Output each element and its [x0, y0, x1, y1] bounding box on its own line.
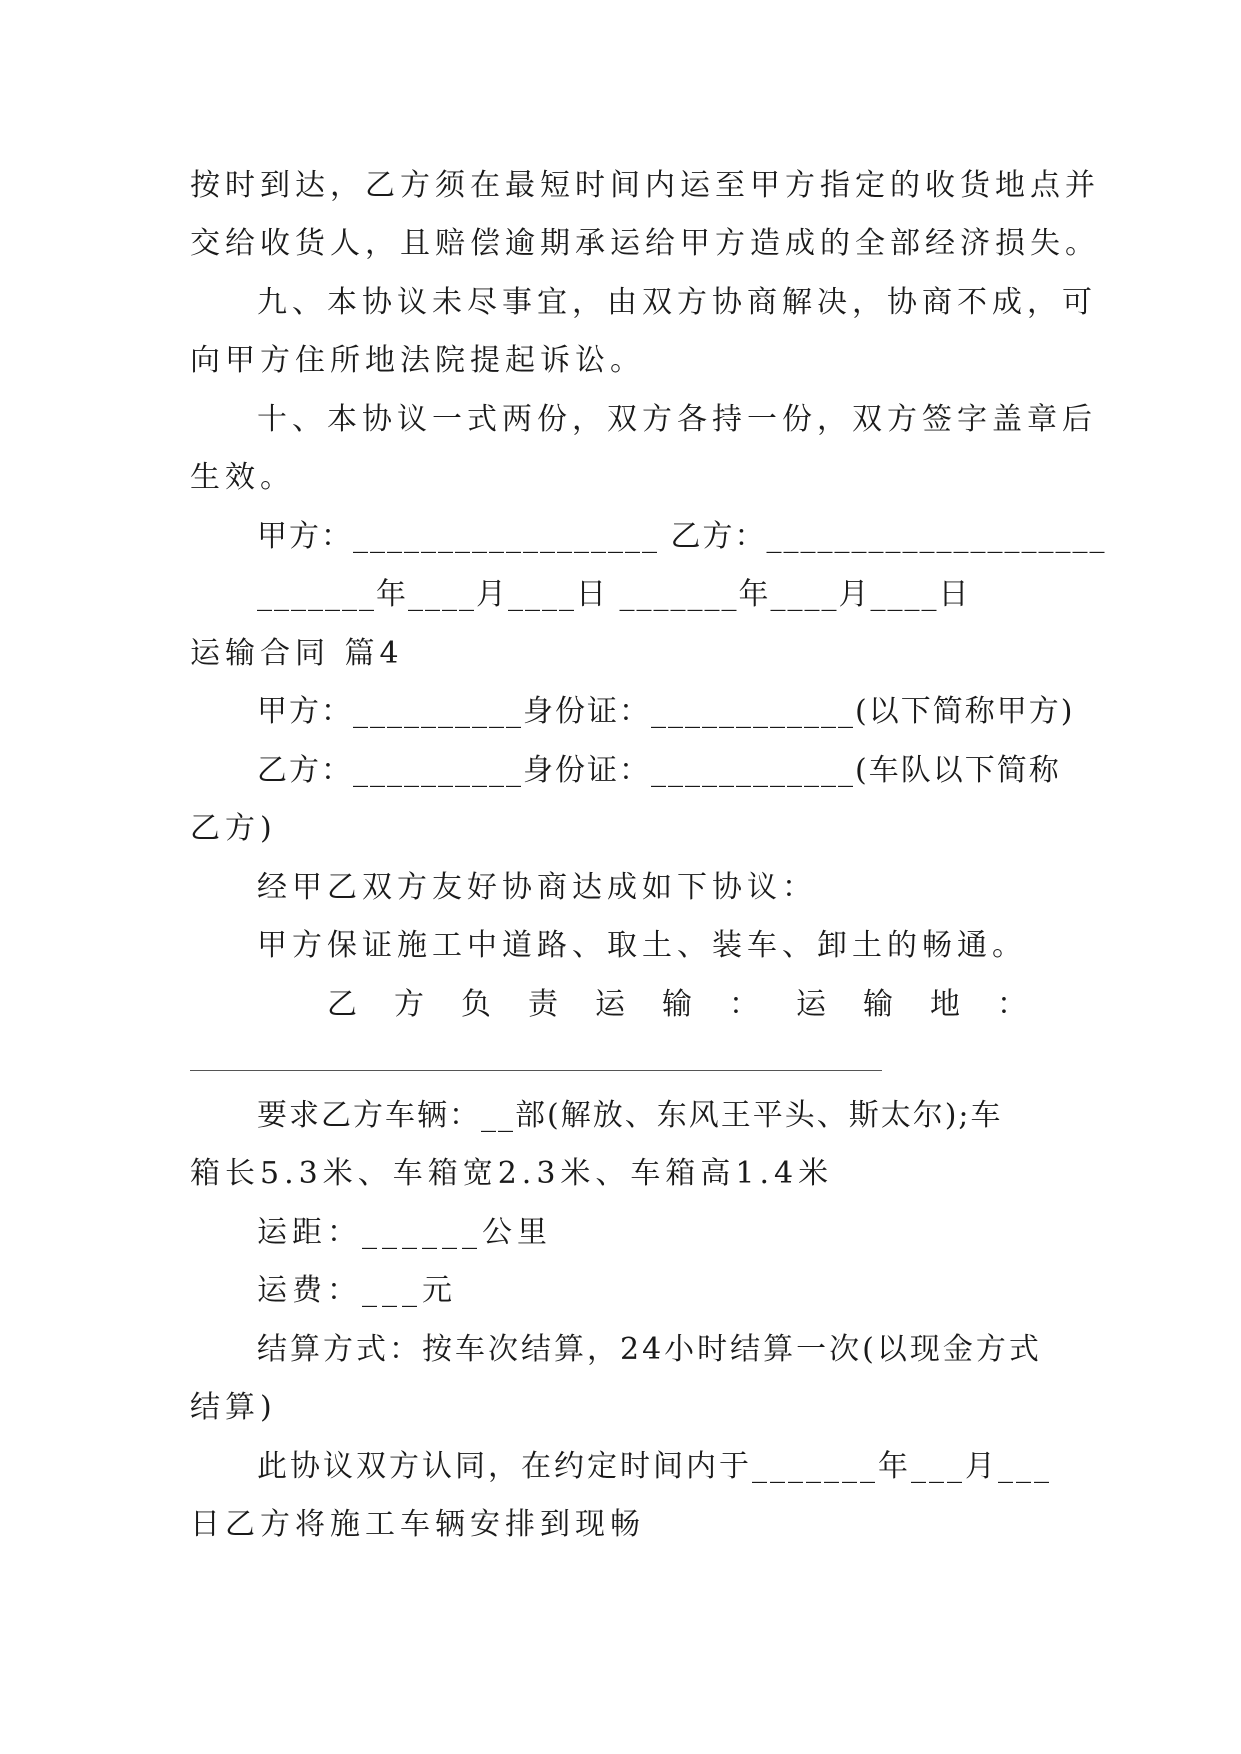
agreement-date-line: 此协议双方认同，在约定时间内于_______年___月___	[257, 1449, 1052, 1484]
char: 责	[528, 987, 558, 1022]
party-a-line: 甲方：__________身份证：____________(以下简称甲方)	[257, 694, 1075, 729]
paragraph-line: 结算)	[190, 1390, 277, 1425]
char: 地	[930, 987, 960, 1022]
party-b-line: 乙方：__________身份证：____________(车队以下简称	[257, 753, 1061, 788]
char: 运	[595, 987, 625, 1022]
fee-line: 运费：___元	[257, 1273, 457, 1308]
char: 方	[394, 987, 424, 1022]
char: 输	[662, 987, 692, 1022]
clause-10: 十、本协议一式两份，双方各持一份，双方签字盖章后	[257, 402, 1097, 437]
clause-9: 九、本协议未尽事宜，由双方协商解决，协商不成，可	[257, 285, 1097, 320]
paragraph-line: 交给收货人，且赔偿逾期承运给甲方造成的全部经济损失。	[190, 226, 1100, 261]
char: 负	[461, 987, 491, 1022]
section-title: 运输合同 篇4	[190, 636, 404, 671]
blank-rule	[190, 1070, 882, 1071]
paragraph-line: 箱长5.3米、车箱宽2.3米、车箱高1.4米	[190, 1156, 834, 1191]
signature-line: 甲方：__________________ 乙方：____________________	[257, 519, 1107, 554]
date-line: _______年____月____日 _______年____月____日	[257, 577, 971, 612]
distance-line: 运距：______公里	[257, 1215, 552, 1250]
paragraph-line: 向甲方住所地法院提起诉讼。	[190, 343, 645, 378]
agreement-item: 甲方保证施工中道路、取土、装车、卸土的畅通。	[257, 928, 1027, 963]
paragraph-line: 日乙方将施工车辆安排到现畅	[190, 1507, 645, 1542]
char: 乙	[327, 987, 357, 1022]
char: 运	[796, 987, 826, 1022]
paragraph-line: 按时到达，乙方须在最短时间内运至甲方指定的收货地点并	[190, 168, 1100, 203]
char: ：	[729, 987, 759, 1022]
settlement-line: 结算方式：按车次结算，24小时结算一次(以现金方式	[257, 1332, 1042, 1367]
paragraph-line: 乙方)	[190, 811, 277, 846]
vehicle-requirement: 要求乙方车辆：__部(解放、东风王平头、斯太尔);车	[257, 1098, 1003, 1133]
char: 输	[863, 987, 893, 1022]
transport-line	[327, 987, 1027, 1023]
agreement-intro: 经甲乙双方友好协商达成如下协议：	[257, 870, 817, 905]
char: ：	[997, 987, 1027, 1022]
paragraph-line: 生效。	[190, 460, 295, 495]
